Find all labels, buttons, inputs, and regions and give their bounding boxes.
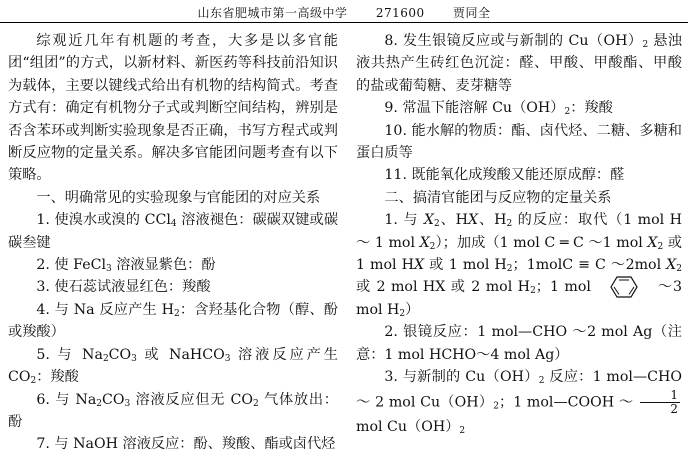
- list-item-2: 2. 使 FeCl$_3$ 溶液显紫色：酚: [36, 257, 216, 275]
- header-rule: [0, 22, 688, 23]
- section-1-title: 一、明确常见的实验现象与官能团的对应关系: [36, 189, 321, 206]
- list-item-4: 4. 与 Na 反应产生 $H_2$：含羟基化合物（醇、酚或羧酸）: [8, 301, 338, 341]
- list-item-9: 9. 常温下能溶解 $Cu(OH)_2$：羧酸: [384, 100, 613, 118]
- school-name: 山东省肥城市第一高级中学: [197, 6, 348, 20]
- quant-item-3: 3. 与新制的 $Cu(OH)_2$ 反应：1 mol—CHO ～ 2 mol $Cu(OH)_2$；1 mol—COOH ～ $\frac{1}{2}$ mol $Cu(OH)_2$: [356, 369, 682, 436]
- list-item-8: 8. 发生银镜反应或与新制的 $Cu(OH)_2$ 悬浊液共热产生砖红色沉淀：醛、甲酸、甲酸酯、甲酸的盐或葡萄糖、麦芽糖等: [356, 33, 682, 94]
- list-item-10: 10. 能水解的物质：酯、卤代烃、二糖、多糖和蛋白质等: [356, 122, 682, 162]
- list-item-5: 5. 与 $Na_2CO_3$ 或 NaHCO$_3$ 溶液反应产生 $CO_2$：羧酸: [8, 346, 338, 387]
- list-item-6: 6. 与 $Na_2CO_3$ 溶液反应但无 $CO_2$ 气体放出：酚: [8, 391, 338, 430]
- zip-code: 271600: [375, 6, 425, 20]
- page-header: [0, 4, 688, 21]
- quant-item-2: 2. 银镜反应：1 mol—CHO ～2 mol Ag（注意：1 mol HCHO～4 mol Ag）: [356, 324, 682, 363]
- left-column: [8, 30, 338, 456]
- author-name: 贾同全: [452, 6, 491, 20]
- fraction-half: $\frac{1}{2}$: [640, 389, 680, 416]
- list-item-11: 11. 既能氧化成羧酸又能还原成醇：醛: [384, 167, 625, 184]
- right-column: [356, 30, 682, 438]
- intro-paragraph: 综观近几年有机题的考查，大多是以多官能团“组团”的方式，以新材料、新医药等科技前沿知识为载体，主要以键线式给出有机物的结构简式。考查方式有：确定有机物分子式或判断空间结构，辨别是否含苯环或判断实验现象是否正确，书写方程式或判断反应物的定量关系。解决多官能团问题考查有以下策略。: [8, 33, 338, 184]
- list-item-3: 3. 使石蕊试液显红色：羧酸: [36, 279, 211, 296]
- section-2-title: 二、搞清官能团与反应物的定量关系: [384, 189, 612, 206]
- list-item-1: 1. 使溴水或溴的 CCl$_4$ 溶液褪色：碳碳双键或碳碳叁键: [8, 212, 339, 251]
- quant-item-1: 1. 与 $X_2$、HX、$H_2$ 的反应：取代（1 mol H ～ 1 mol $X_2$）；加成（1 mol C ═ C ～1 mol $X_2$ 或 1 mol HX 或 1 mol $H_2$；1molC ≡ C ～2mol $X_2$ 或 2 mol HX 或 2 mol $H_2$；1 mol ～3 mol $H_2$）: [356, 212, 682, 319]
- list-item-7: 7. 与 NaOH 溶液反应：酚、羧酸、酯或卤代烃: [36, 436, 336, 453]
- benzene-ring-icon: [597, 276, 651, 298]
